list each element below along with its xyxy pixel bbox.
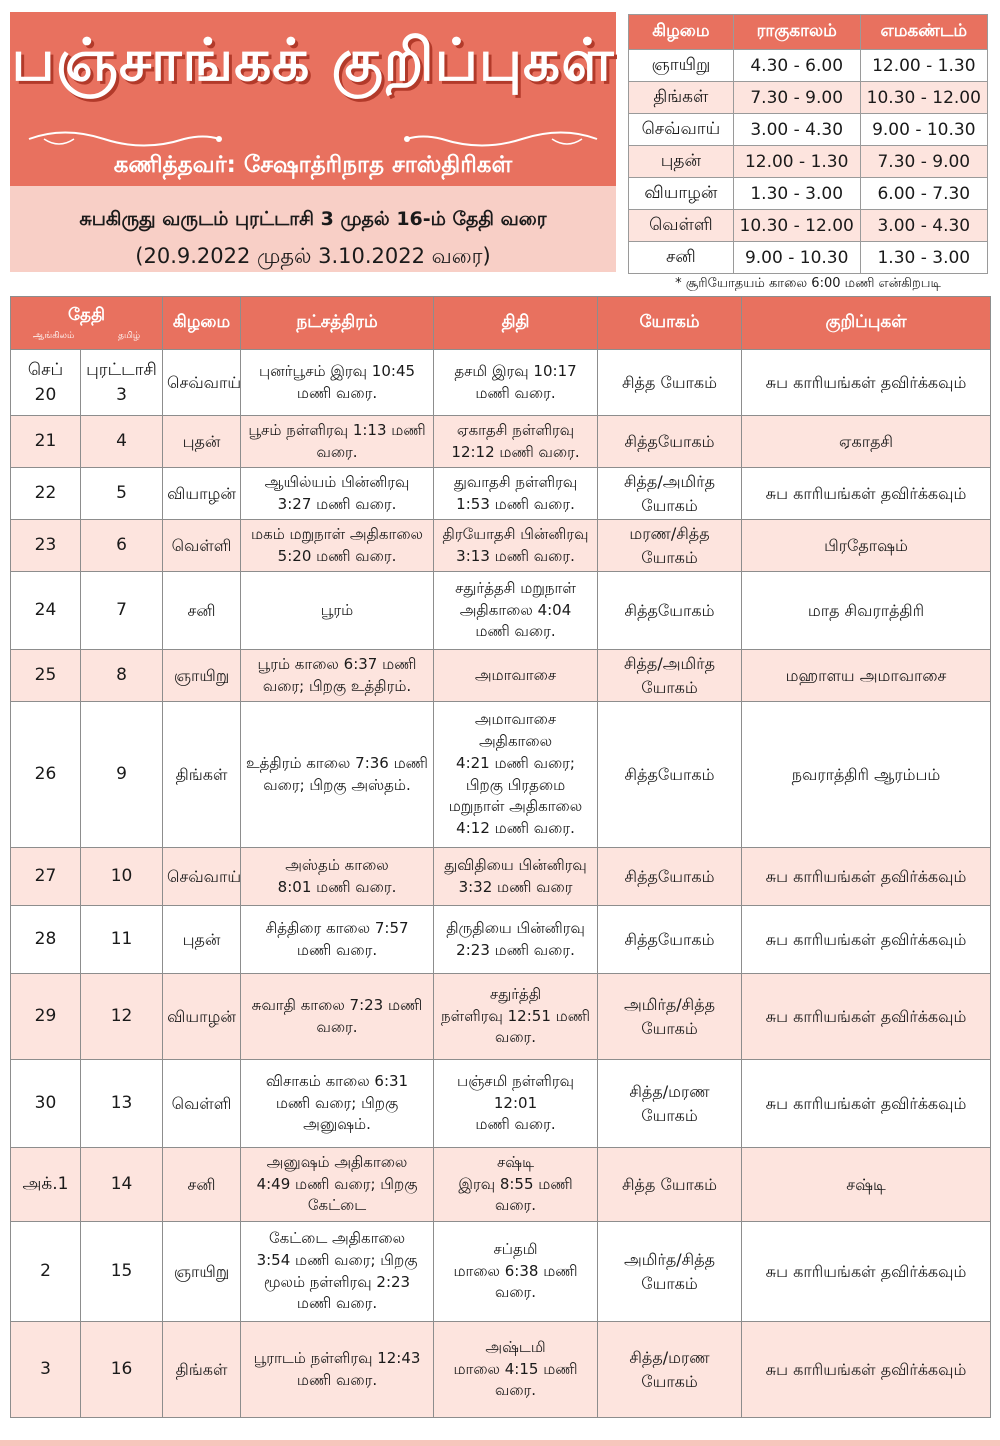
star-cell: கேட்டை அதிகாலை 3:54 மணி வரை; பிறகு மூலம் நள்ளிரவு 2:23 மணி வரை.	[241, 1222, 434, 1322]
star-cell: புனர்பூசம் இரவு 10:45 மணி வரை.	[241, 350, 434, 416]
day-cell: புதன்	[163, 416, 241, 468]
tithi-cell: திரயோதசி பின்னிரவு 3:13 மணி வரை.	[434, 520, 598, 572]
notes-cell: சுப காரியங்கள் தவிர்க்கவும்	[742, 468, 991, 520]
date-tamil: 12	[81, 974, 163, 1060]
star-cell: ஆயில்யம் பின்னிரவு 3:27 மணி வரை.	[241, 468, 434, 520]
table-row	[11, 468, 991, 520]
date-english: 27	[11, 848, 81, 906]
rahu-time: 12.00 - 1.30	[733, 146, 860, 178]
rahu-kalam-table	[628, 14, 988, 274]
table-row	[629, 114, 988, 146]
star-cell: பூரம் காலை 6:37 மணி வரை; பிறகு உத்திரம்.	[241, 650, 434, 702]
table-row	[11, 974, 991, 1060]
col-notes: குறிப்புகள்	[742, 297, 991, 350]
tithi-cell: திருதியை பின்னிரவு 2:23 மணி வரை.	[434, 906, 598, 974]
header-block	[10, 12, 616, 272]
date-english: 22	[11, 468, 81, 520]
rahu-col-day: கிழமை	[629, 15, 734, 50]
rahu-time: 7.30 - 9.00	[733, 82, 860, 114]
tithi-cell: சதுர்த்தசி மறுநாள் அதிகாலை 4:04 மணி வரை.	[434, 572, 598, 650]
star-cell: சித்திரை காலை 7:57 மணி வரை.	[241, 906, 434, 974]
notes-cell: சுப காரியங்கள் தவிர்க்கவும்	[742, 974, 991, 1060]
rahu-day: திங்கள்	[629, 82, 734, 114]
date-english: 28	[11, 906, 81, 974]
yogam-cell: அமிர்த/சித்த யோகம்	[598, 974, 742, 1060]
notes-cell: மாத சிவராத்திரி	[742, 572, 991, 650]
star-cell: மகம் மறுநாள் அதிகாலை 5:20 மணி வரை.	[241, 520, 434, 572]
col-date	[11, 297, 163, 350]
table-row	[11, 906, 991, 974]
date-range: (20.9.2022 முதல் 3.10.2022 வரை)	[135, 244, 491, 268]
tithi-cell: அமாவாசை	[434, 650, 598, 702]
day-cell: வெள்ளி	[163, 1060, 241, 1148]
star-cell: பூரம்	[241, 572, 434, 650]
period-line: சுபகிருது வருடம் புரட்டாசி 3 முதல் 16-ம் தேதி வரை	[79, 208, 547, 230]
notes-cell: சுப காரியங்கள் தவிர்க்கவும்	[742, 906, 991, 974]
rahu-day: செவ்வாய்	[629, 114, 734, 146]
rahu-time: 10.30 - 12.00	[733, 210, 860, 242]
rahu-header-row	[629, 15, 988, 50]
rahu-day: வியாழன்	[629, 178, 734, 210]
date-english: 26	[11, 702, 81, 848]
table-row	[11, 848, 991, 906]
yogam-cell: சித்த யோகம்	[598, 1148, 742, 1222]
yogam-cell: சித்த/மரண யோகம்	[598, 1060, 742, 1148]
rahu-day: சனி	[629, 242, 734, 274]
yogam-cell: மரண/சித்த யோகம்	[598, 520, 742, 572]
tithi-cell: பஞ்சமி நள்ளிரவு 12:01 மணி வரை.	[434, 1060, 598, 1148]
yogam-cell: சித்த/அமிர்த யோகம்	[598, 650, 742, 702]
page-title: பஞ்சாங்கக் குறிப்புகள்	[11, 26, 615, 94]
yogam-cell: சித்த/மரண யோகம்	[598, 1322, 742, 1418]
rahu-day: புதன்	[629, 146, 734, 178]
col-date-sub	[11, 331, 162, 342]
flourish-left-icon	[24, 124, 224, 154]
header-banner	[10, 12, 616, 186]
date-tamil: 14	[81, 1148, 163, 1222]
date-tamil: 11	[81, 906, 163, 974]
yogam-cell: சித்த யோகம்	[598, 350, 742, 416]
day-cell: ஞாயிறு	[163, 650, 241, 702]
rahu-time: 3.00 - 4.30	[733, 114, 860, 146]
table-row	[629, 242, 988, 274]
day-cell: புதன்	[163, 906, 241, 974]
yogam-cell: சித்தயோகம்	[598, 702, 742, 848]
notes-cell: நவராத்திரி ஆரம்பம்	[742, 702, 991, 848]
table-row	[11, 350, 991, 416]
day-cell: திங்கள்	[163, 702, 241, 848]
yogam-cell: அமிர்த/சித்த யோகம்	[598, 1222, 742, 1322]
date-english: 2	[11, 1222, 81, 1322]
yogam-cell: சித்தயோகம்	[598, 848, 742, 906]
day-cell: ஞாயிறு	[163, 1222, 241, 1322]
date-tamil: 10	[81, 848, 163, 906]
table-row	[629, 146, 988, 178]
table-row	[11, 572, 991, 650]
date-english: 24	[11, 572, 81, 650]
day-cell: செவ்வாய்	[163, 848, 241, 906]
col-day: கிழமை	[163, 297, 241, 350]
sunrise-note: * சூரியோதயம் காலை 6:00 மணி என்கிறபடி	[675, 276, 941, 291]
table-row	[629, 210, 988, 242]
table-row	[629, 50, 988, 82]
table-row	[11, 1148, 991, 1222]
notes-cell: சுப காரியங்கள் தவிர்க்கவும்	[742, 1222, 991, 1322]
star-cell: விசாகம் காலை 6:31 மணி வரை; பிறகு அனுஷம்.	[241, 1060, 434, 1148]
date-tamil: புரட்டாசி 3	[81, 350, 163, 416]
table-row	[11, 1322, 991, 1418]
notes-cell: சுப காரியங்கள் தவிர்க்கவும்	[742, 350, 991, 416]
ema-time: 7.30 - 9.00	[860, 146, 987, 178]
ema-time: 10.30 - 12.00	[860, 82, 987, 114]
date-english: 29	[11, 974, 81, 1060]
date-tamil: 5	[81, 468, 163, 520]
table-row	[11, 416, 991, 468]
flourish-right-icon	[402, 124, 602, 154]
notes-cell: சுப காரியங்கள் தவிர்க்கவும்	[742, 848, 991, 906]
tithi-cell: ஏகாதசி நள்ளிரவு 12:12 மணி வரை.	[434, 416, 598, 468]
notes-cell: சஷ்டி	[742, 1148, 991, 1222]
date-tamil: 13	[81, 1060, 163, 1148]
ema-time: 12.00 - 1.30	[860, 50, 987, 82]
yogam-cell: சித்த/அமிர்த யோகம்	[598, 468, 742, 520]
tithi-cell: துவாதசி நள்ளிரவு 1:53 மணி வரை.	[434, 468, 598, 520]
ema-time: 1.30 - 3.00	[860, 242, 987, 274]
yogam-cell: சித்தயோகம்	[598, 416, 742, 468]
rahu-time: 9.00 - 10.30	[733, 242, 860, 274]
tithi-cell: அமாவாசை அதிகாலை 4:21 மணி வரை; பிறகு பிரதமை மறுநாள் அதிகாலை 4:12 மணி வரை.	[434, 702, 598, 848]
date-tamil: 7	[81, 572, 163, 650]
date-english: 23	[11, 520, 81, 572]
col-star: நட்சத்திரம்	[241, 297, 434, 350]
tithi-cell: துவிதியை பின்னிரவு 3:32 மணி வரை	[434, 848, 598, 906]
day-cell: வியாழன்	[163, 974, 241, 1060]
yogam-cell: சித்தயோகம்	[598, 572, 742, 650]
rahu-day: ஞாயிறு	[629, 50, 734, 82]
date-tamil: 9	[81, 702, 163, 848]
col-tithi: திதி	[434, 297, 598, 350]
rahu-day: வெள்ளி	[629, 210, 734, 242]
table-row	[629, 82, 988, 114]
notes-cell: ஏகாதசி	[742, 416, 991, 468]
col-date-eng: ஆங்கிலம்	[32, 330, 75, 341]
day-cell: செவ்வாய்	[163, 350, 241, 416]
ema-time: 9.00 - 10.30	[860, 114, 987, 146]
main-table-body	[11, 350, 991, 1418]
day-cell: வெள்ளி	[163, 520, 241, 572]
star-cell: சுவாதி காலை 7:23 மணி வரை.	[241, 974, 434, 1060]
rahu-time: 1.30 - 3.00	[733, 178, 860, 210]
ema-time: 3.00 - 4.30	[860, 210, 987, 242]
date-tamil: 6	[81, 520, 163, 572]
notes-cell: மஹாளய அமாவாசை	[742, 650, 991, 702]
rahu-col-rahu: ராகுகாலம்	[733, 15, 860, 50]
rahu-col-ema: எமகண்டம்	[860, 15, 987, 50]
table-row	[11, 1222, 991, 1322]
star-cell: அஸ்தம் காலை 8:01 மணி வரை.	[241, 848, 434, 906]
table-row	[11, 702, 991, 848]
star-cell: பூசம் நள்ளிரவு 1:13 மணி வரை.	[241, 416, 434, 468]
star-cell: பூராடம் நள்ளிரவு 12:43 மணி வரை.	[241, 1322, 434, 1418]
notes-cell: சுப காரியங்கள் தவிர்க்கவும்	[742, 1060, 991, 1148]
date-english: 30	[11, 1060, 81, 1148]
tithi-cell: அஷ்டமி மாலை 4:15 மணி வரை.	[434, 1322, 598, 1418]
date-english: 25	[11, 650, 81, 702]
notes-cell: சுப காரியங்கள் தவிர்க்கவும்	[742, 1322, 991, 1418]
date-english: செப் 20	[11, 350, 81, 416]
col-yogam: யோகம்	[598, 297, 742, 350]
col-date-tam: தமிழ்	[118, 330, 141, 341]
date-tamil: 8	[81, 650, 163, 702]
bottom-bar	[0, 1440, 1000, 1446]
day-cell: வியாழன்	[163, 468, 241, 520]
notes-cell: பிரதோஷம்	[742, 520, 991, 572]
tithi-cell: சஷ்டி இரவு 8:55 மணி வரை.	[434, 1148, 598, 1222]
main-header-row	[11, 297, 991, 350]
col-date-label: தேதி	[67, 304, 106, 325]
table-row	[11, 1060, 991, 1148]
day-cell: சனி	[163, 572, 241, 650]
yogam-cell: சித்தயோகம்	[598, 906, 742, 974]
author-line: கணித்தவர்: சேஷாத்ரிநாத சாஸ்திரிகள்	[113, 152, 513, 178]
table-row	[11, 650, 991, 702]
date-english: அக்.1	[11, 1148, 81, 1222]
date-english: 3	[11, 1322, 81, 1418]
table-row	[11, 520, 991, 572]
tithi-cell: சப்தமி மாலை 6:38 மணி வரை.	[434, 1222, 598, 1322]
date-tamil: 16	[81, 1322, 163, 1418]
date-tamil: 15	[81, 1222, 163, 1322]
table-row	[629, 178, 988, 210]
date-tamil: 4	[81, 416, 163, 468]
tithi-cell: சதுர்த்தி நள்ளிரவு 12:51 மணி வரை.	[434, 974, 598, 1060]
tithi-cell: தசமி இரவு 10:17 மணி வரை.	[434, 350, 598, 416]
day-cell: திங்கள்	[163, 1322, 241, 1418]
star-cell: உத்திரம் காலை 7:36 மணி வரை; பிறகு அஸ்தம்.	[241, 702, 434, 848]
ema-time: 6.00 - 7.30	[860, 178, 987, 210]
panchangam-table	[10, 296, 991, 1418]
star-cell: அனுஷம் அதிகாலை 4:49 மணி வரை; பிறகு கேட்டை	[241, 1148, 434, 1222]
date-english: 21	[11, 416, 81, 468]
rahu-time: 4.30 - 6.00	[733, 50, 860, 82]
day-cell: சனி	[163, 1148, 241, 1222]
